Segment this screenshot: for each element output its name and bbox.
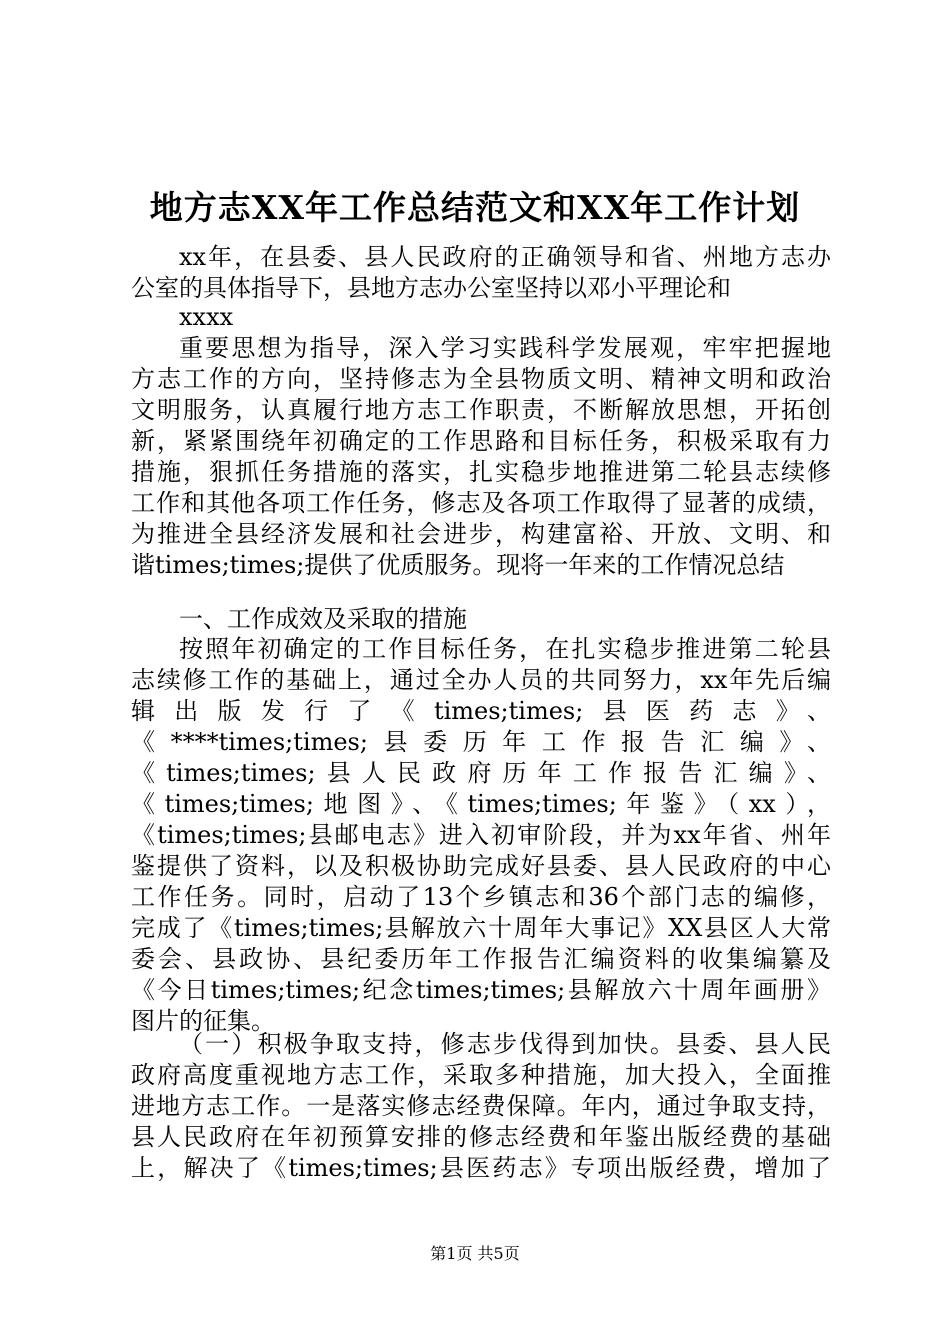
text-line: 《times;times;地图》、《times;times;年鉴》（xx）， [131, 790, 831, 818]
text-line: 工作任务。同时，启动了13个乡镇志和36个部门志的编修， [131, 883, 831, 911]
paragraph-achievements [131, 634, 831, 1037]
paragraph-guidance [131, 333, 831, 581]
text-line: xx年，在县委、县人民政府的正确领导和省、州地方志办 [179, 243, 831, 271]
text-line: 委会、县政协、县纪委历年工作报告汇编资料的收集编纂及 [131, 945, 831, 973]
text-line: 工作和其他各项工作任务，修志及各项工作取得了显著的成绩， [131, 489, 831, 517]
text-line: 《times;times;县人民政府历年工作报告汇编》、 [131, 759, 831, 787]
text-line: 公室的具体指导下，县地方志办公室坚持以邓小平理论和 [131, 274, 731, 302]
text-line: 《今日times;times;纪念times;times;县解放六十周年画册》 [131, 976, 831, 1004]
section-heading [131, 604, 831, 635]
paragraph-placeholder [131, 302, 831, 333]
text-line: 完成了《times;times;县解放六十周年大事记》XX县区人大常 [131, 914, 831, 942]
text-line: 进地方志工作。一是落实修志经费保障。年内，通过争取支持， [131, 1092, 831, 1120]
text-line: 新，紧紧围绕年初确定的工作思路和目标任务，积极采取有力 [131, 427, 831, 455]
text-line: 上，解决了《times;times;县医药志》专项出版经费，增加了 [131, 1154, 831, 1182]
document-title: 地方志XX年工作总结范文和XX年工作计划 [149, 188, 801, 227]
paragraph-intro [131, 242, 831, 304]
text-line: （一）积极争取支持，修志步伐得到加快。县委、县人民 [179, 1030, 831, 1058]
section-heading-text: 一、工作成效及采取的措施 [179, 605, 467, 633]
text-line: 为推进全县经济发展和社会进步，构建富裕、开放、文明、和 [131, 520, 831, 548]
text-line: 谐times;times;提供了优质服务。现将一年来的工作情况总结 [131, 551, 785, 579]
text-line: 《****times;times;县委历年工作报告汇编》、 [131, 728, 831, 756]
paragraph-support [131, 1029, 831, 1184]
text-line: 措施，狠抓任务措施的落实，扎实稳步地推进第二轮县志续修 [131, 458, 831, 486]
text-line: 志续修工作的基础上，通过全办人员的共同努力，xx年先后编 [131, 666, 831, 694]
text-line: 辑出版发行了《times;times;县医药志》、 [131, 697, 831, 725]
text-line: 鉴提供了资料，以及积极协助完成好县委、县人民政府的中心 [131, 852, 831, 880]
text-line: 方志工作的方向，坚持修志为全县物质文明、精神文明和政治 [131, 365, 831, 393]
text-line: 文明服务，认真履行地方志工作职责，不断解放思想，开拓创 [131, 396, 831, 424]
text-line: 按照年初确定的工作目标任务，在扎实稳步推进第二轮县 [179, 635, 831, 663]
text-line: 重要思想为指导，深入学习实践科学发展观，牢牢把握地 [179, 334, 831, 362]
text-line: 《times;times;县邮电志》进入初审阶段，并为xx年省、州年 [131, 821, 831, 849]
text-line: 图片的征集。 [131, 1007, 275, 1035]
page-number-footer: 第1页 共5页 [430, 1244, 520, 1263]
text-line: xxxx [179, 303, 234, 331]
text-line: 县人民政府在年初预算安排的修志经费和年鉴出版经费的基础 [131, 1123, 831, 1151]
text-line: 政府高度重视地方志工作，采取多种措施，加大投入，全面推 [131, 1061, 831, 1089]
